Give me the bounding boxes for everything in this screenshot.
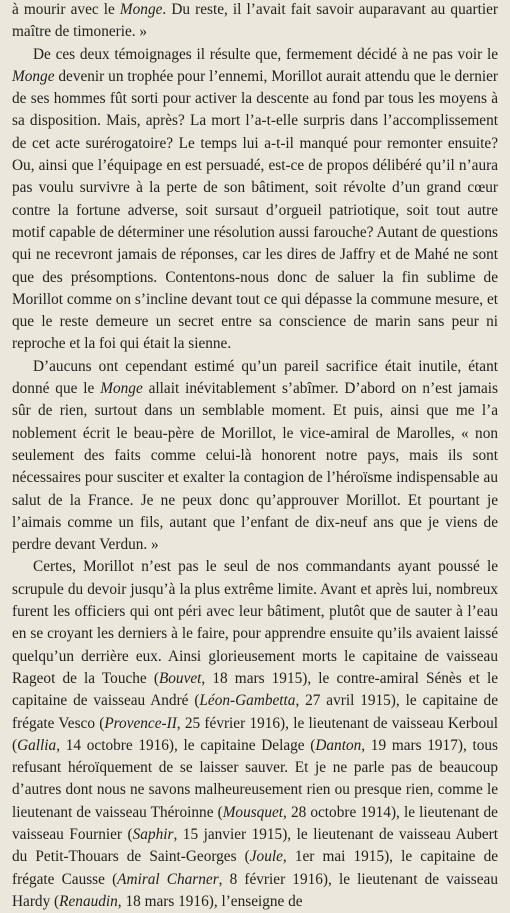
text-segment: . Du reste, il l’avait fait savoir auparavant au quartier maître de timonerie. » — [12, 1, 498, 41]
ship-name: Gallia — [17, 736, 57, 754]
text-segment: , 28 octobre 1914), le lieutenant de vaisseau Fournier ( — [12, 803, 498, 843]
ship-name: Monge — [119, 1, 163, 18]
body-text — [12, 0, 498, 913]
paragraph-p1 — [12, 44, 498, 356]
text-segment: , 27 avril 1915), le capitaine de frégate Vesco ( — [12, 692, 498, 732]
paragraph-p0 — [12, 0, 498, 44]
ship-name: Provence-II — [104, 714, 177, 732]
text-segment: devenir un trophée pour l’ennemi, Morillot aurait attendu que le dernier de ses hommes fût sorti pour activer la descente au fond par tous les moyens à sa disposition. Mais, après? La mort l’a-t-elle surpris dans l’accomplissement de cet acte surérogatoire? Le temps lui a-t-il manqué pour remonter ensuite? Ou, ainsi que l’équipage en est persuadé, est-ce de propos délibéré qu’il n’aura pas voulu survivre à la perte de son bâtiment, soit révolte d’un grand cœur contre la fortune adverse, soit sursaut d’orgueil patriotique, soit tout autre motif capable de déterminer une résolution aussi farouche? Autant de questions qui ne recevront jamais de réponses, car les dires de Jaffry et de Mahé ne sont que des présomptions. Contentons-nous donc de saluer la fin sublime de Morillot comme on s’incline devant tout ce qui dépasse la commune mesure, et que le reste demeure un secret entre sa conscience de marin sans peur ni reproche et la foi qui était la sienne. — [12, 67, 498, 353]
ship-name: Joule — [249, 848, 283, 866]
text-segment: , 1er mai 1915), le capitaine de frégate Causse ( — [12, 848, 499, 888]
text-segment: , 18 mars 1915), le contre-amiral Sénès et le capitaine de vaisseau André ( — [12, 669, 498, 710]
text-segment: , 25 février 1916), le lieutenant de vaisseau Kerboul ( — [12, 714, 498, 754]
ship-name: Monge — [100, 380, 143, 398]
text-segment: , 8 février 1916), le lieutenant de vaisseau Hardy ( — [12, 870, 498, 910]
ship-name: Danton — [315, 736, 362, 754]
ship-name: Léon-Gambetta — [199, 692, 296, 710]
ship-name: Renaudin — [59, 892, 118, 910]
ship-name: Saphir — [132, 825, 174, 843]
text-segment: , 19 mars 1917), tous refusant héroïquement de se laisser sauver. Et je ne parle pas de beaucoup d’autres dont nous ne savons malheureusement rien ou presque rien, comme le lieutenant de vaisseau Théroinne ( — [12, 736, 498, 821]
text-segment: , 14 octobre 1916), le capitaine Delage ( — [56, 736, 316, 754]
text-segment: à mourir avec le — [12, 1, 120, 18]
text-segment: Certes, Morillot n’est pas le seul de nos commandants ayant poussé le scrupule du devoir jusqu’à la plus extrême limite. Avant et après lui, nombreux furent les officiers qui ont péri avec leur bâtiment, plutôt que de sauter à l’eau en se croyant les derniers à le faire, pour apprendre ensuite qu’ils avaient laissé quelqu’un derrière eux. Ainsi glorieusement morts le capitaine de vaisseau Rageot de la Touche ( — [12, 558, 498, 687]
paragraph-p2 — [12, 356, 498, 557]
ship-name: Monge — [12, 67, 55, 85]
ship-name: Amiral Charner — [117, 870, 219, 888]
text-segment: , 15 janvier 1915), le lieutenant de vaisseau Aubert du Petit-Thouars de Saint-Georges ( — [12, 825, 498, 866]
text-segment: De ces deux témoignages il résulte que, fermement décidé à ne pas voir le — [33, 45, 498, 63]
text-segment: D’aucuns ont cependant estimé qu’un pareil sacrifice était inutile, étant donné que le — [12, 357, 498, 398]
paragraph-p3 — [12, 556, 498, 913]
text-segment: , 18 mars 1916), l’enseigne de — [117, 892, 303, 910]
ship-name: Mousquet — [222, 803, 284, 821]
text-segment: allait inévitablement s’abîmer. D’abord on n’est jamais sûr de rien, surtout dans un semblable moment. Et puis, ainsi que me l’a noblement écrit le beau-père de Morillot, le vice-amiral de Marolles, « non seulement des faits comme celui-là honorent notre pays, mais ils sont nécessaires pour susciter et exalter la contagion de l’héroïsme indispensable au salut de la France. Je ne peux donc qu’approuver Morillot. Et pourtant je l’aimais comme un fils, autant que l’enfant de dix-neuf ans que je viens de perdre devant Verdun. » — [12, 380, 499, 554]
ship-name: Bouvet — [158, 669, 202, 687]
